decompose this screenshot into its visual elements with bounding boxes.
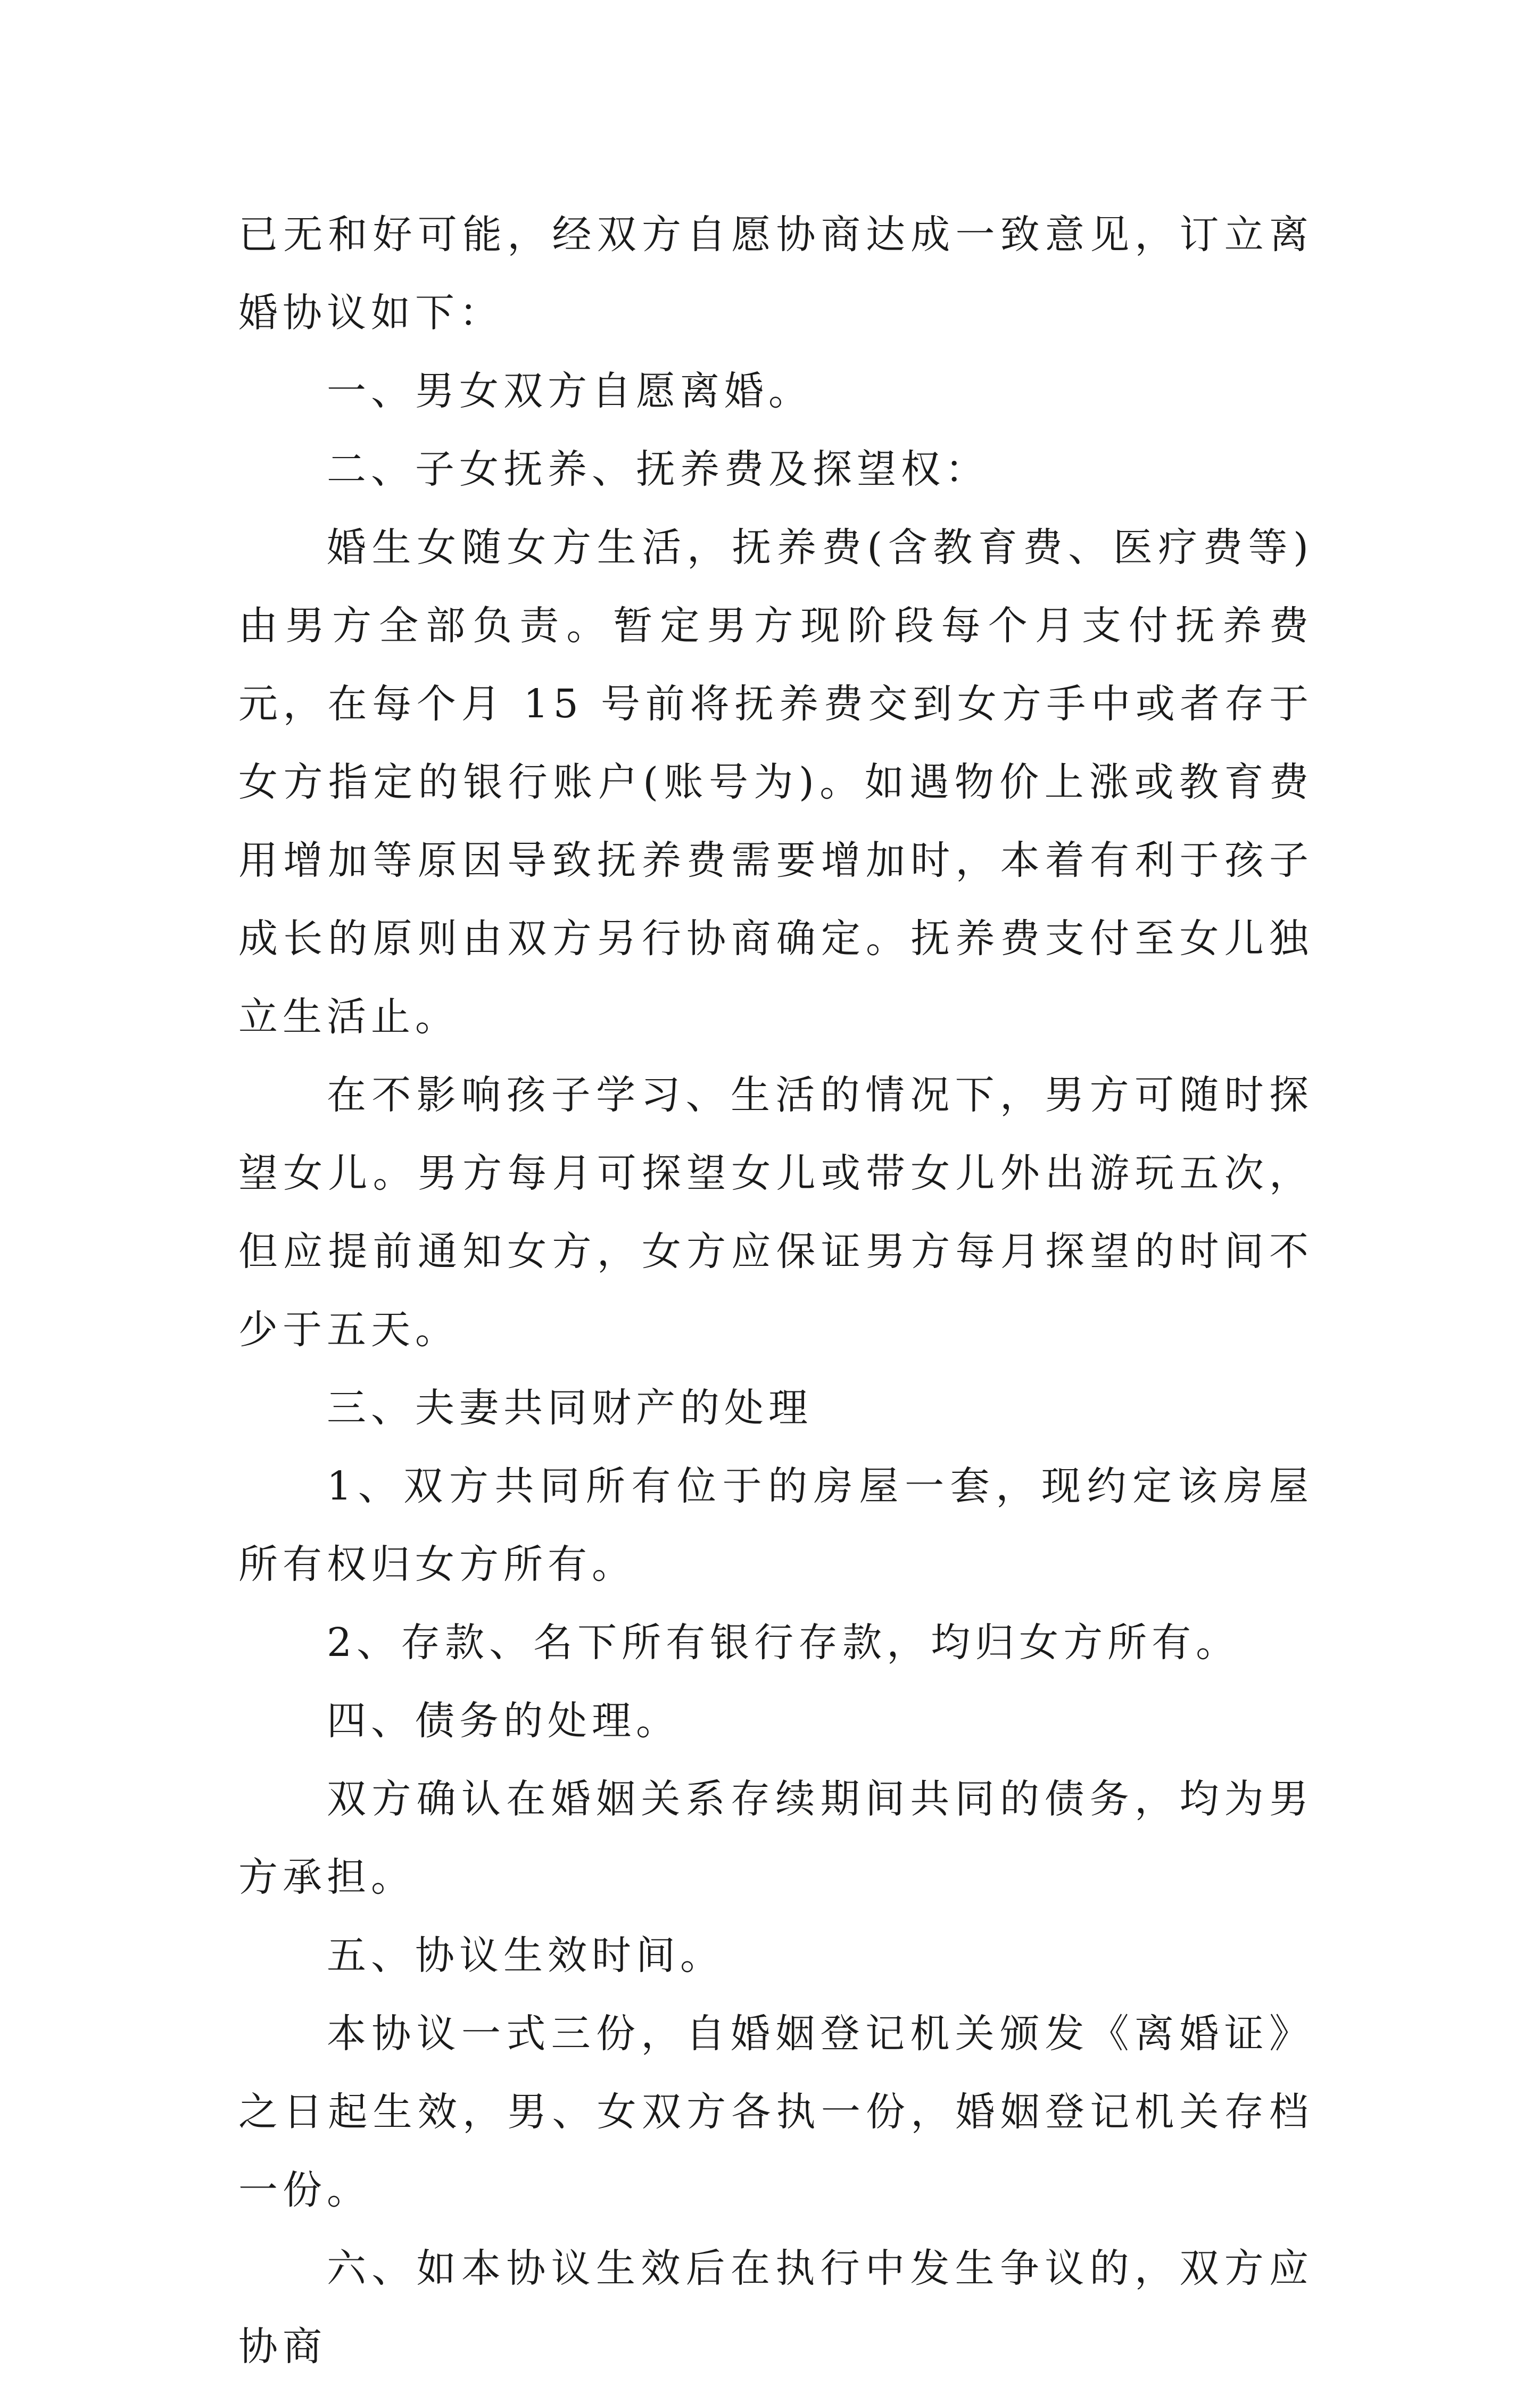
paragraph-child-support: 婚生女随女方生活，抚养费(含教育费、医疗费等)由男方全部负责。暂定男方现阶段每个月支付抚养费元，在每个月 15 号前将抚养费交到女方手中或者存于女方指定的银行账户(账号为)。如遇物价上涨或教育费用增加等原因导致抚养费需要增加时，本着有利于孩子成长的原则由双方另行协商确定。抚养费支付至女儿独立生活止。 [238,525,1313,1040]
paragraph-clause-1: 一、男女双方自愿离婚。 [327,368,813,414]
paragraph-clause-4-heading: 四、债务的处理。 [327,1698,680,1744]
paragraph-clause-2-heading: 二、子女抚养、抚养费及探望权： [327,446,989,492]
paragraph-clause-5-heading: 五、协议生效时间。 [327,1933,724,1978]
paragraph-property-deposits: 2、存款、名下所有银行存款，均归女方所有。 [327,1620,1240,1666]
paragraph-effective: 本协议一式三份，自婚姻登记机关颁发《离婚证》之日起生效，男、女双方各执一份，婚姻登记机关存档一份。 [238,2011,1313,2213]
paragraph-intro: 已无和好可能，经双方自愿协商达成一致意见，订立离婚协议如下： [238,212,1313,336]
paragraph-visitation: 在不影响孩子学习、生活的情况下，男方可随时探望女儿。男方每月可探望女儿或带女儿外出游玩五次，但应提前通知女方，女方应保证男方每月探望的时间不少于五天。 [238,1072,1313,1353]
paragraph-property-house: 1、双方共同所有位于的房屋一套，现约定该房屋所有权归女方所有。 [238,1463,1313,1587]
paragraph-debts: 双方确认在婚姻关系存续期间共同的债务，均为男方承担。 [238,1776,1313,1900]
document-body [238,196,1313,2386]
paragraph-clause-6: 六、如本协议生效后在执行中发生争议的，双方应协商 [238,2246,1313,2370]
paragraph-clause-3-heading: 三、夫妻共同财产的处理 [327,1385,813,1431]
